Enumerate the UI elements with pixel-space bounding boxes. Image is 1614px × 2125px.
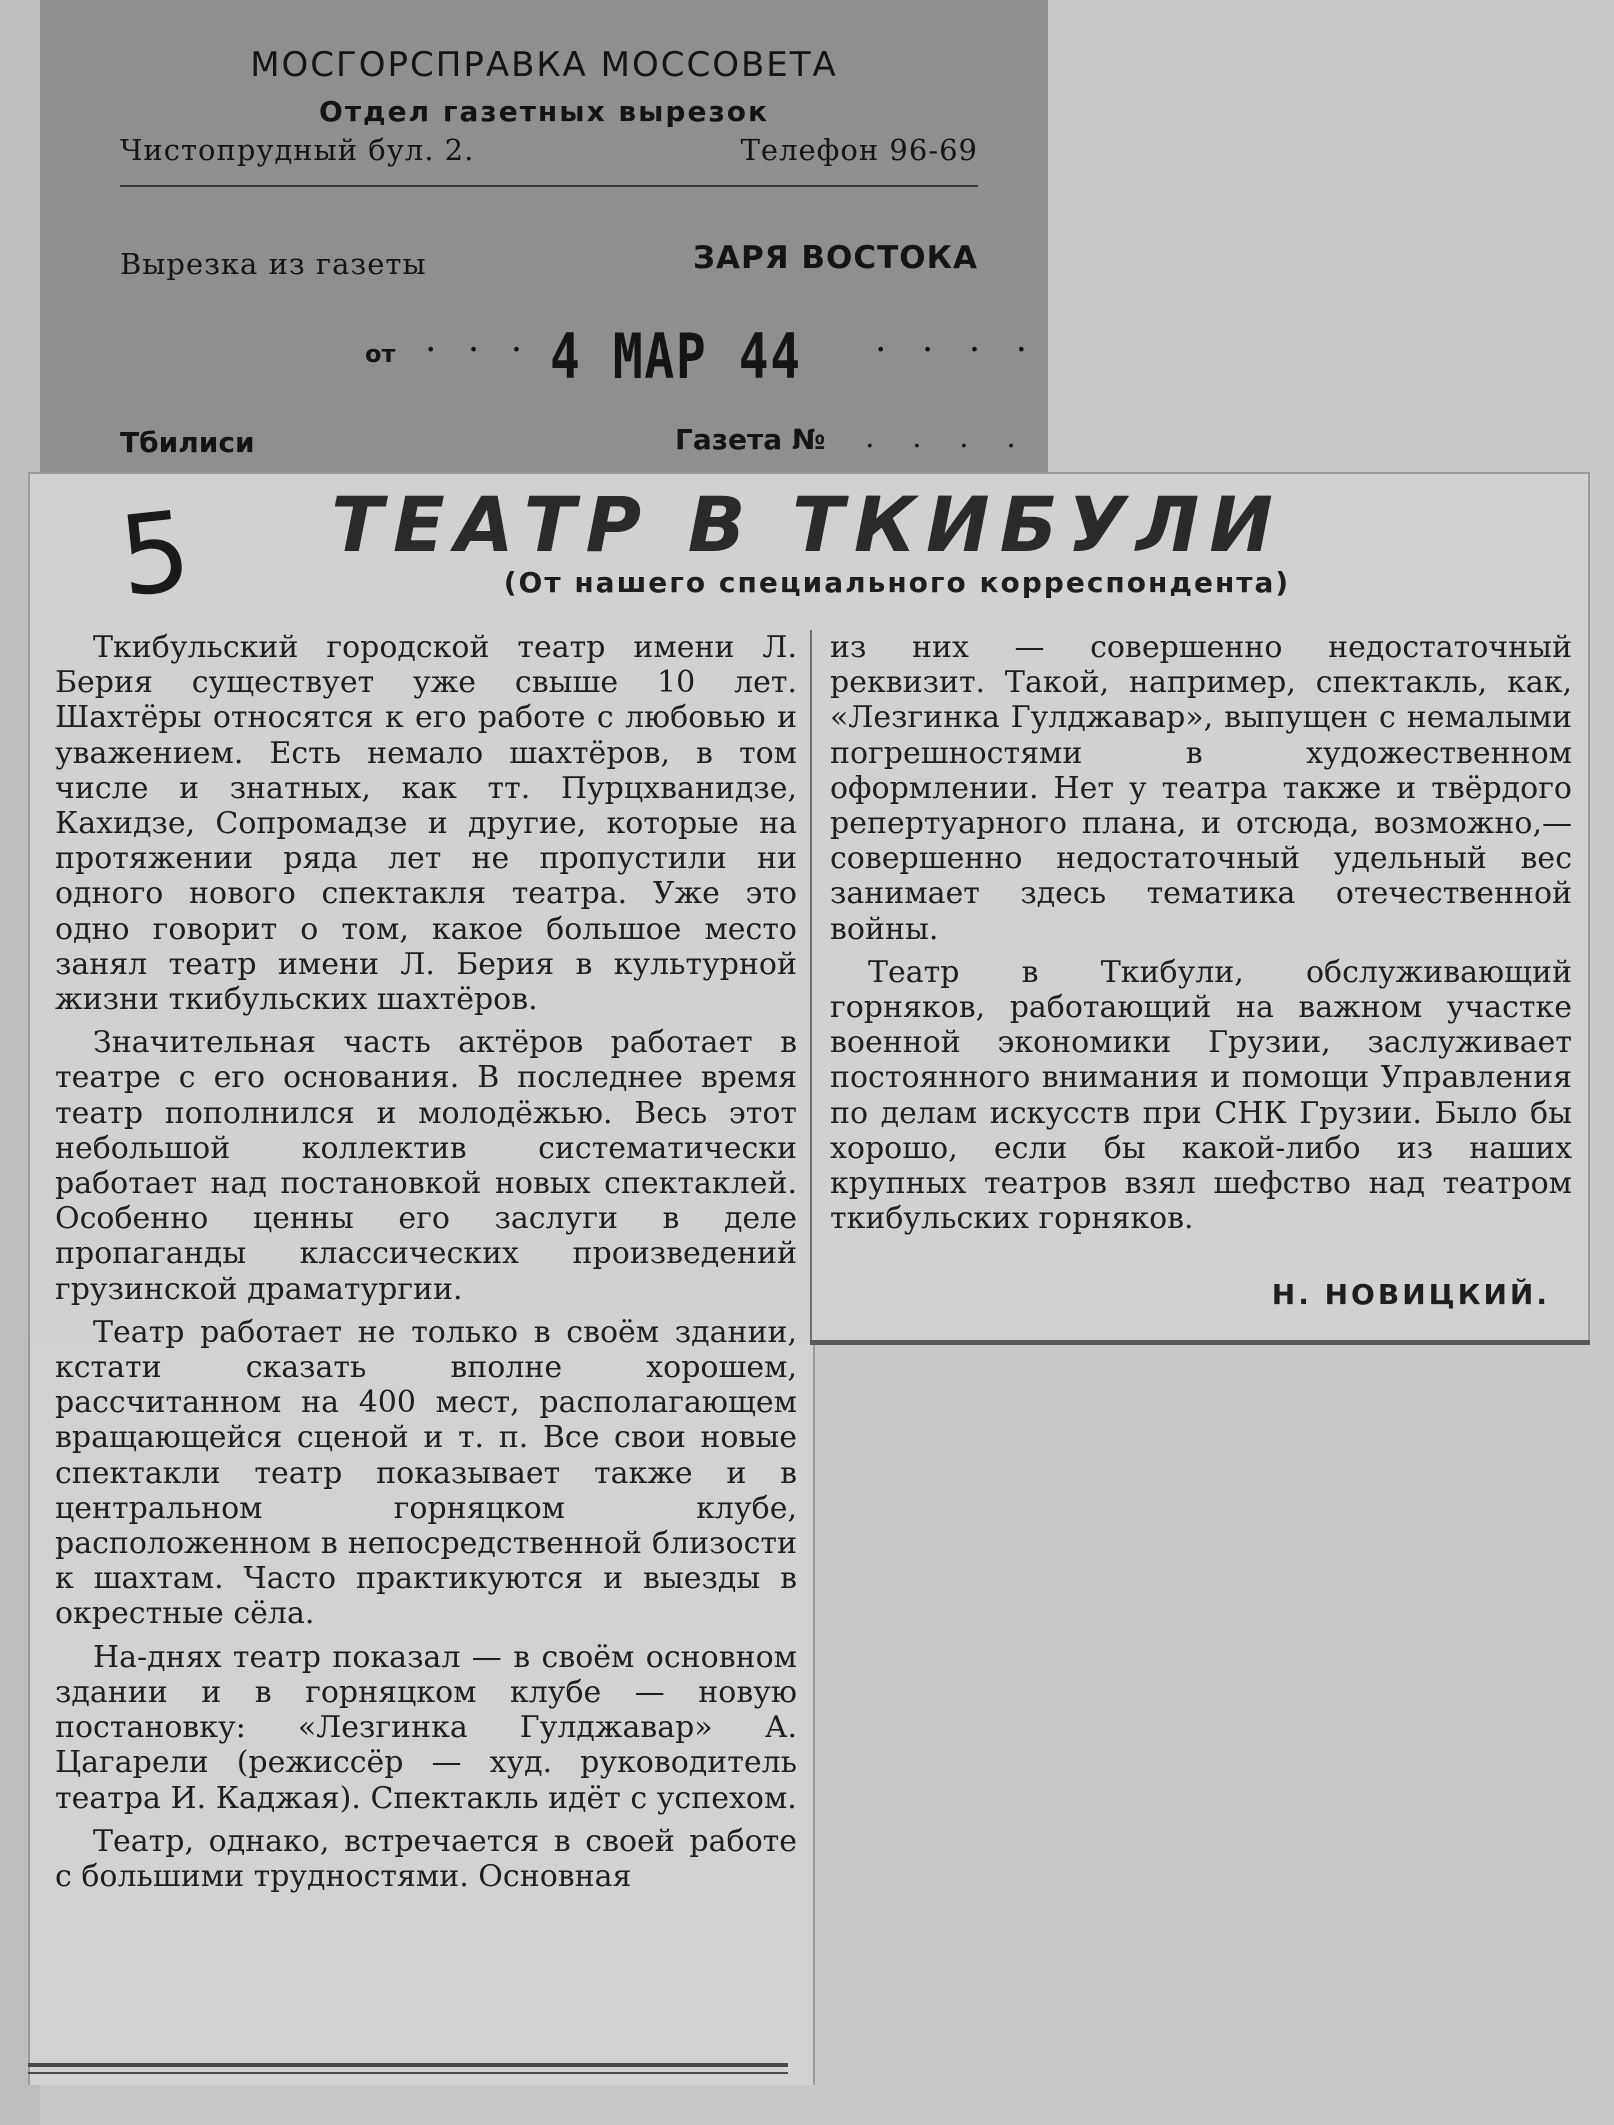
- handwritten-mark: 5: [113, 486, 197, 622]
- date-label: от: [365, 340, 396, 368]
- article-headline: ТЕАТР В ТКИБУЛИ: [331, 480, 1283, 569]
- clipping-rule: [810, 1340, 1590, 1345]
- issue-label: Газета №: [675, 423, 826, 456]
- article-subhead: (От нашего специального корреспондента): [503, 566, 1291, 599]
- paragraph: Ткибульский городской театр имени Л. Берия существует уже свыше 10 лет. Шахтёры относятся к его работе с любовью и уважением. Есть немало шахтёров, в том числе и знатных, как тт. Пурцхванидзе, Кахидзе, Сопромадзе и другие, которые на протяжении ряда лет не пропустили ни одного нового спектакля театра. Уже это одно говорит о том, какое большое место занял театр имени Л. Берия в культурной жизни ткибульских шахтёров.: [55, 630, 797, 1018]
- article-right-column: [830, 630, 1572, 1244]
- date-dots-left: · · ·: [425, 330, 533, 371]
- column-divider: [810, 630, 812, 1345]
- article-left-column: [55, 630, 797, 1902]
- agency-title: МОСГОРСПРАВКА МОССОВЕТА: [250, 45, 838, 85]
- paragraph: На-днях театр показал — в своём основном здании и в горняцком клубе — новую постановку: «Лезгинка Гулджавар» А. Цагарели (режиссёр — худ. руководитель театра И. Каджая). Спектакль идёт с успехом.: [55, 1639, 797, 1816]
- label-divider: [120, 185, 978, 187]
- paragraph: Театр, однако, встречается в своей работе с большими трудностями. Основная: [55, 1823, 797, 1894]
- paragraph: из них — совершенно недостаточный реквизит. Такой, например, спектакль, как, «Лезгинка Гулджавар», выпущен с немалыми погрешностями в художественном оформлении. Нет у театра также и твёрдого репертуарного плана, и отсюда, возможно,—совершенно недостаточный удельный вес занимает здесь тематика отечественной войны.: [830, 630, 1572, 947]
- paragraph: Значительная часть актёров работает в театре с его основания. В последнее время театр пополнился и молодёжью. Весь этот небольшой коллектив систематически работает над постановкой новых спектаклей. Особенно ценны его заслуги в деле пропаганды классических произведений грузинской драматургии.: [55, 1025, 797, 1307]
- clip-source-label: Вырезка из газеты: [120, 247, 427, 281]
- newspaper-name: ЗАРЯ ВОСТОКА: [693, 240, 978, 276]
- paragraph: Театр в Ткибули, обслуживающий горняков, работающий на важном участке военной экономики Грузии, заслуживает постоянного внимания и помощи Управления по делам искусств при СНК Грузии. Было бы хорошо, если бы какой-либо из наших крупных театров взял шефство над театром ткибульских горняков.: [830, 954, 1572, 1237]
- city-name: Тбилиси: [120, 426, 255, 459]
- agency-phone: Телефон 96-69: [740, 133, 978, 167]
- author-signature: Н. НОВИЦКИЙ.: [1271, 1278, 1550, 1311]
- bottom-rule: [28, 2063, 788, 2067]
- agency-address: Чистопрудный бул. 2.: [120, 133, 475, 167]
- department-name: Отдел газетных вырезок: [319, 95, 769, 128]
- date-stamp: 4 МАР 44: [550, 320, 802, 393]
- bottom-rule: [28, 2072, 788, 2074]
- clipping-service-label: [40, 0, 1048, 472]
- issue-dots: . . . .: [865, 420, 1030, 455]
- date-dots-right: · · · ·: [875, 330, 1040, 371]
- paragraph: Театр работает не только в своём здании, кстати сказать вполне хорошем, рассчитанном на 400 мест, располагающем вращающейся сценой и т. п. Все свои новые спектакли театр показывает также и в центральном горняцком клубе, расположенном в непосредственной близости к шахтам. Часто практикуются и выезды в окрестные сёла.: [55, 1314, 797, 1632]
